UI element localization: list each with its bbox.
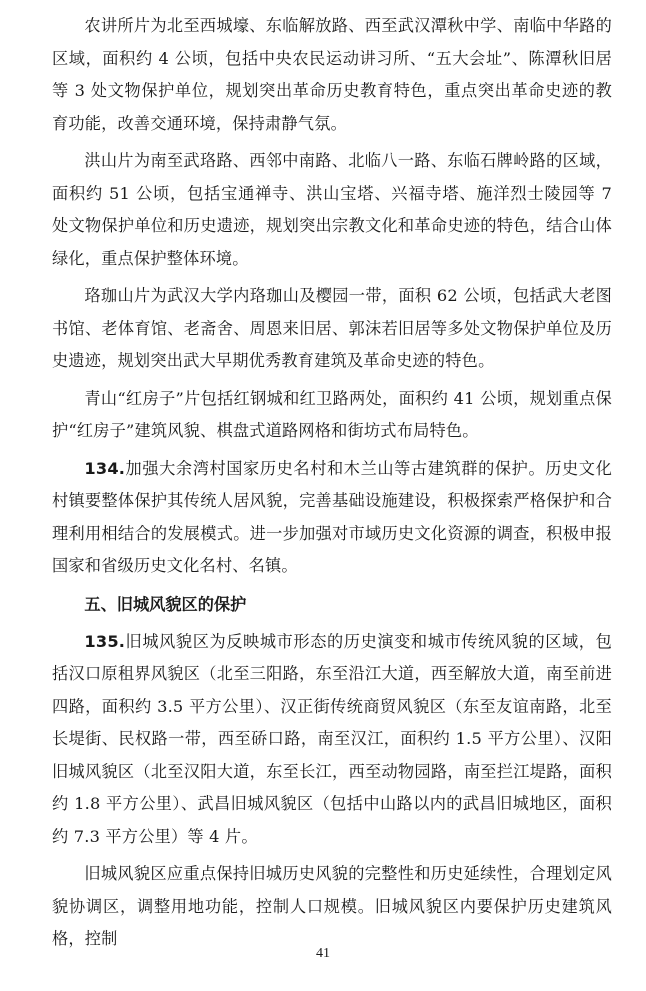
clause-text-134: 加强大余湾村国家历史名村和木兰山等古建筑群的保护。历史文化村镇要整体保护其传统人居风貌，完善基础设施建设，积极探索严格保护和合理利用相结合的发展模式。进一步加强对市域历史文化资源的调查，积极申报国家和省级历史文化名村、名镇。 bbox=[52, 458, 612, 575]
document-page bbox=[52, 10, 612, 961]
paragraph-old-city: 旧城风貌区应重点保持旧城历史风貌的完整性和历史延续性，合理划定风貌协调区，调整用地功能，控制人口规模。旧城风貌区内要保护历史建筑风格，控制 bbox=[52, 864, 612, 948]
clause-text-135: 旧城风貌区为反映城市形态的历史演变和城市传统风貌的区域，包括汉口原租界风貌区（北至三阳路，东至沿江大道，西至解放大道，南至前进四路，面积约 3.5 平方公里）、汉正街传统商贸风貌区（东至友谊南路，北至长堤街、民权路一带，西至硚口路，南至汉江，面积约 1.5 平方公里）、汉阳旧城风貌区（北至汉阳大道，东至长江，西至动物园路，南至拦江堤路，面积约 1.8 平方公里）、武昌旧城风貌区（包括中山路以内的武昌旧城地区，面积约 7.3 平方公里）等 4 片。 bbox=[52, 631, 612, 846]
paragraph-qingshan: 青山“红房子”片包括红钢城和红卫路两处，面积约 41 公顷，规划重点保护“红房子”建筑风貌、棋盘式道路网格和街坊式布局特色。 bbox=[52, 388, 612, 440]
paragraph-135 bbox=[52, 626, 612, 854]
paragraph-nongjiangsuo: 农讲所片为北至西城壕、东临解放路、西至武汉潭秋中学、南临中华路的区域，面积约 4 公顷，包括中央农民运动讲习所、“五大会址”、陈潭秋旧居等 3 处文物保护单位，规划突出革命历史教育特色，重点突出革命史迹的教育功能，改善交通环境，保持肃静气氛。 bbox=[52, 16, 612, 133]
clause-number-134: 134. bbox=[84, 458, 126, 478]
page-number: 41 bbox=[316, 946, 330, 961]
clause-number-135: 135. bbox=[84, 631, 126, 651]
paragraph-luojiashan: 珞珈山片为武汉大学内珞珈山及樱园一带，面积 62 公顷，包括武大老图书馆、老体育馆、老斋舍、周恩来旧居、郭沫若旧居等多处文物保护单位及历史遗迹，规划突出武大早期优秀教育建筑及革命史迹的特色。 bbox=[52, 286, 612, 370]
section-heading: 五、旧城风貌区的保护 bbox=[84, 594, 247, 614]
paragraph-134 bbox=[52, 453, 612, 583]
paragraph-hongshan: 洪山片为南至武珞路、西邻中南路、北临八一路、东临石牌岭路的区域，面积约 51 公顷，包括宝通禅寺、洪山宝塔、兴福寺塔、施洋烈士陵园等 7 处文物保护单位和历史遗迹，规划突出宗教文化和革命史迹的特色，结合山体绿化，重点保护整体环境。 bbox=[52, 151, 612, 268]
